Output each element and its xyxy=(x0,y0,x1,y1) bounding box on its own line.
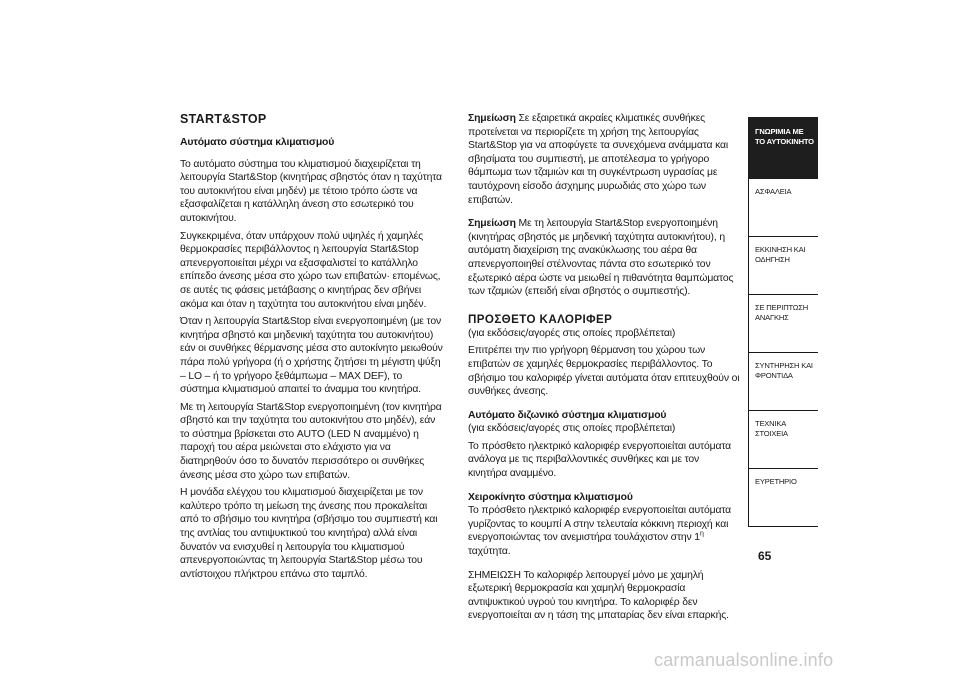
tab-index[interactable]: ΕΥΡΕΤΗΡΙΟ xyxy=(748,469,818,527)
page-number: 65 xyxy=(758,549,772,563)
paragraph xyxy=(468,504,740,558)
note-label: Σημείωση xyxy=(468,113,516,124)
versions-note: (για εκδόσεις/αγορές στις οποίες προβλέπεται) xyxy=(468,423,676,435)
note-text: Σε εξαιρετικά ακραίες κλιματικές συνθήκες προτείνεται να περιορίζετε τη χρήση της λειτουργίας Start&Stop για να αποφύγετε τα συνεχόμενα ανάμματα και σβησίματα του συμπιεστή, με αποτέλεσμα το γρήγορο θάμπωμα των τζαμιών και τη συγκέντρωση υγρασίας με ταυτόχρονη είσοδο άσχημης μυρωδιάς στο χώρο των επιβατών. xyxy=(468,113,729,206)
heater-heading: ΠΡΟΣΘΕΤΟ ΚΑΛΟΡΙΦΕΡ xyxy=(468,312,613,326)
note-label: Σημείωση xyxy=(468,218,516,230)
paragraph: Όταν η λειτουργία Start&Stop είναι ενεργοποιημένη (με τον κινητήρα σβηστό και μηδενική ταχύτητα του αυτοκινήτου) εάν οι συνθήκες θέρμανσης μέσα στο αυτοκίνητο μειωθούν πάρα πολύ γρήγορα (ή ο χρήστης ζητήσει τη μέγιστη ψύξη – LO – ή το γρήγορο ξεθάμπωμα – MAX DEF), το σύστημα κλιματισμού απαιτεί το άναμμα του κινητήρα. xyxy=(180,316,443,396)
paragraph: Το αυτόματο σύστημα του κλιματισμού διαχειρίζεται τη λειτουργία Start&Stop (κινητήρας σβηστός όταν η ταχύτητα του αυτοκινήτου είναι μηδέν) με τέτοιο τρόπο ώστε να εξασφαλίζεται η κατάλληλη άνεση στο εσωτερικό του αυτοκινήτου. xyxy=(180,158,442,224)
tab-technical-data[interactable]: ΤΕΧΝΙΚΑ ΣΤΟΙΧΕΙΑ xyxy=(748,411,818,469)
manual-heading: Χειροκίνητο σύστημα κλιματισμού xyxy=(468,491,633,503)
tab-maintenance[interactable]: ΣΥΝΤΗΡΗΣΗ ΚΑΙ ΦΡΟΝΤΙΔΑ xyxy=(748,353,818,411)
manual-text-end: ταχύτητα. xyxy=(468,546,511,558)
tab-safety[interactable]: ΑΣΦΑΛΕΙΑ xyxy=(748,179,818,237)
tab-getting-to-know[interactable]: ΓΝΩΡΙΜΙΑ ΜΕ ΤΟ ΑΥΤΟΚΙΝΗΤΟ xyxy=(748,117,818,179)
manual-text: Το πρόσθετο ηλεκτρικό καλοριφέρ ενεργοποιείται αυτόματα γυρίζοντας το κουμπί A στην τελευταία κόκκινη περιοχή και ενεργοποιώντας τον ανεμιστήρα τουλάχιστον στην 1 xyxy=(468,505,732,544)
paragraph: Η μονάδα ελέγχου του κλιματισμού διαχειρίζεται με τον καλύτερο τρόπο τη μείωση της άνεσης που προκαλείται από το σβήσιμο του κινητήρα (σβήσιμο του συμπιεστή και της αντλίας του αντιψυκτικού του κινητήρα) αλλά είναι δυνατόν να ενισχυθεί η λειτουργία του κλιματισμού απενεργοποιώντας τη λειτουργία Start&Stop μέσω του αντίστοιχου πλήκτρου επάνω στο ταμπλό. xyxy=(180,487,438,580)
dual-zone-heading: Αυτόματο διζωνικό σύστημα κλιματισμού xyxy=(468,409,667,421)
paragraph: Με τη λειτουργία Start&Stop ενεργοποιημένη (τον κινητήρα σβηστό και την ταχύτητα του αυτοκινήτου στο μηδέν), εάν το σύστημα βρίσκεται στο AUTO (LED N αναμμένο) η παροχή του αέρα μειώνεται στο ελάχιστο για να διατηρηθούν όσο το δυνατόν περισσότερο οι συνθήκες άνεσης μέσα στο χώρο των επιβατών. xyxy=(180,401,442,481)
note-paragraph xyxy=(468,112,740,207)
paragraph: Επιτρέπει την πιο γρήγορη θέρμανση του χώρου των επιβατών σε χαμηλές θερμοκρασίες περιβάλλοντος. Το σβήσιμο του καλοριφέρ γίνεται αυτόματα όταν επιτευχθούν οι συνθήκες άνεσης. xyxy=(468,345,740,398)
right-column xyxy=(468,112,740,627)
paragraph: Συγκεκριμένα, όταν υπάρχουν πολύ υψηλές ή χαμηλές θερμοκρασίες περιβάλλοντος η λειτουργία Start&Stop απενεργοποιείται μέχρι να εξασφαλιστεί το κατάλληλο επίπεδο άνεσης μέσα στο χώρο των επιβατών· επομένως, σε αυτές τις φάσεις μετάβασης ο κινητήρας δεν σβήνει ακόμα και όταν η ταχύτητα του αυτοκινήτου είναι μηδέν. xyxy=(180,230,441,310)
tab-emergency[interactable]: ΣΕ ΠΕΡΙΠΤΩΣΗ ΑΝΑΓΚΗΣ xyxy=(748,295,818,353)
superscript: η xyxy=(699,530,704,538)
watermark: carmanualsonline.info xyxy=(654,650,834,670)
chapter-tabs xyxy=(748,117,818,527)
tab-starting-driving[interactable]: ΕΚΚΙΝΗΣΗ ΚΑΙ ΟΔΗΓΗΣΗ xyxy=(748,237,818,295)
left-column xyxy=(180,112,443,585)
paragraph: Το πρόσθετο ηλεκτρικό καλοριφέρ ενεργοποιείται αυτόματα ανάλογα με τις περιβαλλοντικές συνθήκες και με τον κινητήρα αναμμένο. xyxy=(468,440,732,480)
subsection-heading: Αυτόματο σύστημα κλιματισμού xyxy=(180,137,335,148)
note-text: Με τη λειτουργία Start&Stop ενεργοποιημένη (κινητήρας σβηστός με μηδενική ταχύτητα αυτοκινήτου), η αυτόματη διαχείριση της ανακύκλωσης του αέρα θα απενεργοποιηθεί στέλνοντας πάντα στο εσωτερικό τον εξωτερικό αέρα ώστε να μειωθεί η πιθανότητα θαμπώματος των τζαμιών (επειδή είναι σβηστός ο συμπιεστής). xyxy=(468,218,734,298)
footnote: ΣΗΜΕΙΩΣΗ Το καλοριφέρ λειτουργεί μόνο με χαμηλή εξωτερική θερμοκρασία και χαμηλή θερμοκρασία αντιψυκτικού υγρού του κινητήρα. Το καλοριφέρ δεν ενεργοποιείται αν η τάση της μπαταρίας δεν είναι επαρκής. xyxy=(468,569,729,622)
note-paragraph xyxy=(468,217,740,299)
versions-note: (για εκδόσεις/αγορές στις οποίες προβλέπεται) xyxy=(468,327,676,339)
section-heading: START&STOP xyxy=(180,112,267,126)
